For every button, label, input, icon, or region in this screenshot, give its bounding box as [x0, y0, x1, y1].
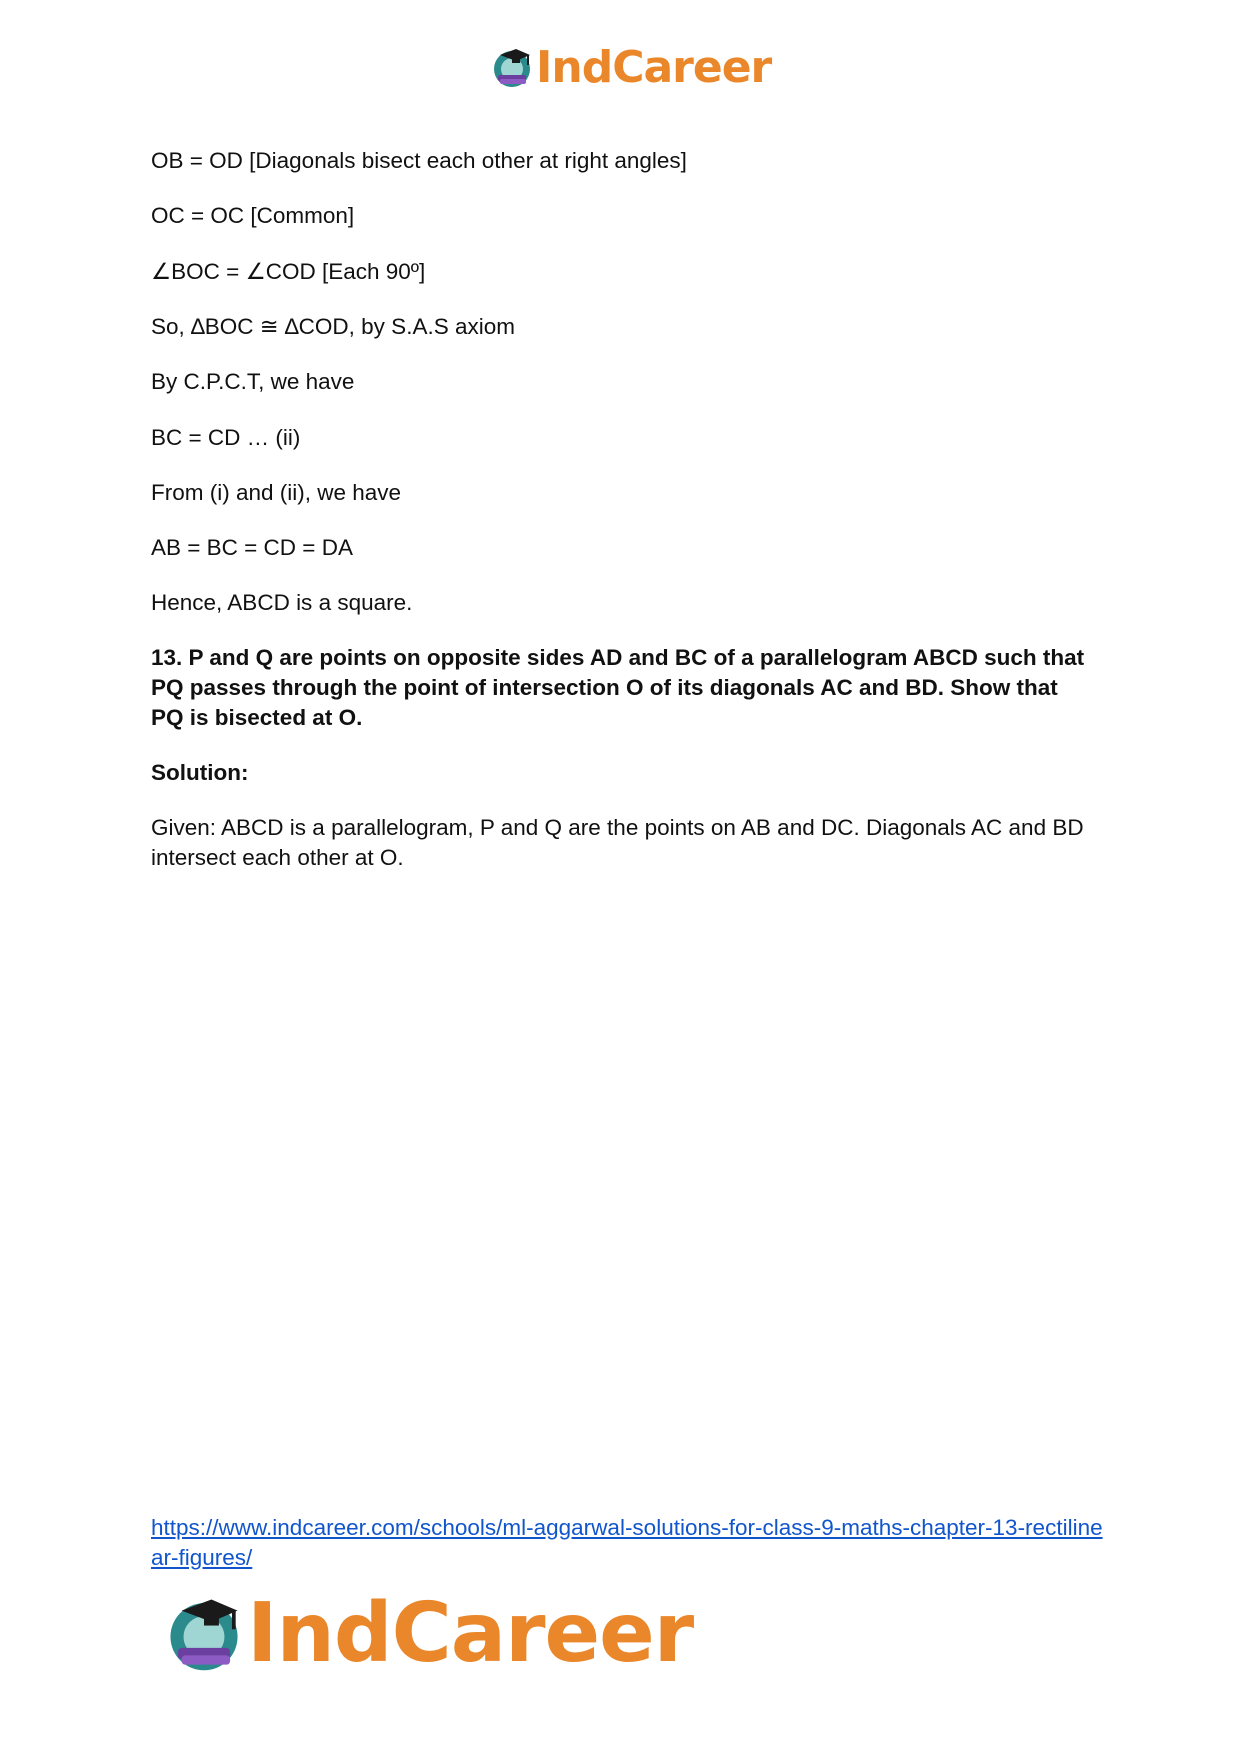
text-line: By C.P.C.T, we have: [151, 369, 355, 394]
text-line: OB = OD [Diagonals bisect each other at right angles]: [151, 148, 687, 173]
text-line: Hence, ABCD is a square.: [151, 590, 413, 615]
question-text: 13. P and Q are points on opposite sides AD and BC of a parallelogram ABCD such that PQ passes through the point of intersection O of its diagonals AC and BD. Show that PQ is bisected at O.: [151, 645, 1085, 730]
text-line: ∠BOC = ∠COD [Each 90º]: [151, 259, 426, 284]
source-url-link[interactable]: https://www.indcareer.com/schools/ml-aggarwal-solutions-for-class-9-maths-chapter-13-rectilinear-figures/: [151, 1515, 1103, 1570]
graduation-cap-globe-books-icon: [490, 45, 534, 89]
text-line: AB = BC = CD = DA: [151, 535, 353, 560]
text-line: BC = CD … (ii): [151, 425, 301, 450]
text-line: From (i) and (ii), we have: [151, 480, 402, 505]
text-line: So, ∆BOC ≅ ∆COD, by S.A.S axiom: [151, 314, 515, 339]
logo-text: IndCareer: [247, 1585, 694, 1681]
header-logo: [490, 42, 771, 92]
footer-logo: [163, 1585, 694, 1681]
given-text: Given: ABCD is a parallelogram, P and Q are the points on AB and DC. Diagonals AC and BD intersect each other at O.: [151, 815, 1084, 870]
solution-heading: Solution:: [151, 760, 249, 785]
graduation-cap-globe-books-icon: [163, 1592, 245, 1674]
text-line: OC = OC [Common]: [151, 203, 355, 228]
logo-text: IndCareer: [536, 41, 772, 93]
